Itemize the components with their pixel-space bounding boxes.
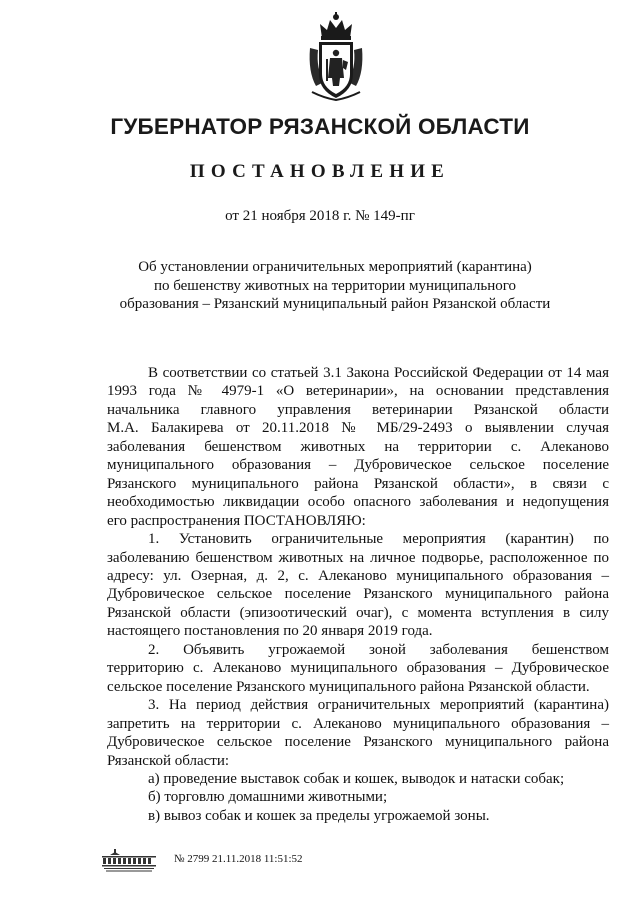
body-line: заболеванию бешенством животных на личное подворье, расположенное по <box>107 549 609 566</box>
title-line: по бешенству животных на территории муниципального <box>153 277 517 294</box>
body-line: а) проведение выставок собак и кошек, выводок и натаски собак; <box>148 770 565 787</box>
body-line: его распространения ПОСТАНОВЛЯЮ: <box>107 512 366 529</box>
body-line: 3. На период действия ограничительных мероприятий (карантина) <box>148 697 609 714</box>
body-line: адресу: ул. Озерная, д. 2, с. Алеканово муниципального образования – <box>107 567 609 584</box>
body-line: настоящего постановления по 20 января 2019 года. <box>107 623 433 640</box>
title-line: образования – Рязанский муниципальный район Рязанской области <box>119 296 551 312</box>
body-line: 1993 года № 4979-1 «О ветеринарии», на основании представления <box>107 383 609 400</box>
title-line: Об установлении ограничительных мероприятий (карантина) <box>138 259 532 275</box>
registration-footer <box>100 847 360 877</box>
ryazan-coat-of-arms-icon <box>306 12 366 102</box>
body-line: Дубровическое сельское поселение Рязанского муниципального района <box>107 734 609 751</box>
body-line: сельское поселение Рязанского муниципального района Рязанской области. <box>107 678 590 695</box>
body-line: Рязанской области: <box>107 752 230 769</box>
body-line: в) вывоз собак и кошек за пределы угрожаемой зоны. <box>148 807 490 824</box>
document-title <box>100 258 570 314</box>
body-line: М.А. Балакирева от 20.11.2018 № МБ/29-2493 о выявлении случая <box>107 420 609 437</box>
body-line: начальника главного управления ветеринарии Рязанской области <box>107 401 609 418</box>
document-date-number: от 21 ноября 2018 г. № 149-пг <box>225 208 415 224</box>
body-line: Рязанского муниципального района Рязанской области», в связи с <box>107 475 609 492</box>
body-line: муниципального образования – Дубровическое сельское поселение <box>107 457 609 474</box>
body-line: Дубровическое сельское поселение Рязанского муниципального района <box>107 586 609 603</box>
body-line: заболевания бешенством животных на территории с. Алеканово <box>107 438 609 455</box>
body-line: 1. Установить ограничительные мероприятия (карантин) по <box>148 531 609 548</box>
body-line: 2. Объявить угрожаемой зоной заболевания бешенством <box>148 641 609 658</box>
document-type: ПОСТАНОВЛЕНИЕ <box>189 161 451 182</box>
body-line: запретить на территории с. Алеканово муниципального образования – <box>107 715 609 732</box>
body-line: необходимостью ликвидации особо опасного заболевания и недопущения <box>107 494 609 511</box>
registry-stamp-icon <box>100 847 158 873</box>
body-line: б) торговлю домашними животными; <box>148 789 388 806</box>
body-line: территорию с. Алеканово муниципального образования – Дубровическое <box>107 660 609 677</box>
document-body <box>107 364 609 825</box>
body-line: Рязанской области (эпизоотический очаг), с момента вступления в силу <box>107 604 609 621</box>
body-line: В соответствии со статьей 3.1 Закона Российской Федерации от 14 мая <box>148 365 609 381</box>
issuing-authority: ГУБЕРНАТОР РЯЗАНСКОЙ ОБЛАСТИ <box>110 114 530 139</box>
registration-number: № 2799 21.11.2018 11:51:52 <box>174 853 303 865</box>
